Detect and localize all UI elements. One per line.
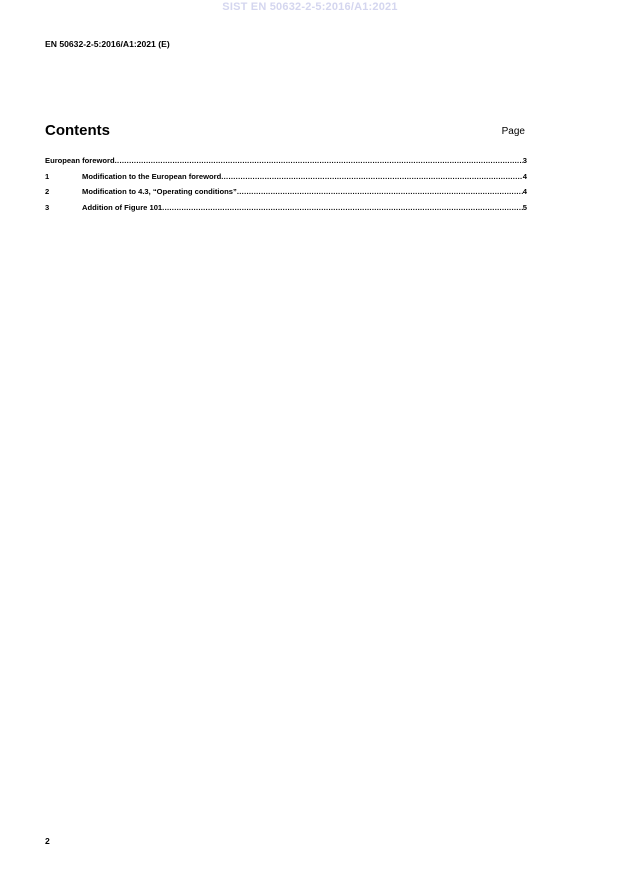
watermark: SIST EN 50632-2-5:2016/A1:2021 bbox=[222, 1, 398, 13]
toc-entry-text: Modification to the European foreword bbox=[82, 171, 222, 181]
toc-entry-3[interactable] bbox=[45, 203, 527, 219]
dot-leader bbox=[115, 156, 523, 165]
table-of-contents bbox=[45, 156, 527, 218]
dot-leader bbox=[221, 172, 523, 181]
contents-title: Contents bbox=[45, 122, 110, 139]
toc-entry-page: 3 bbox=[522, 156, 527, 165]
toc-entry-text: Modification to 4.3, “Operating conditions” bbox=[82, 187, 237, 196]
toc-entry-number: 3 bbox=[45, 202, 50, 212]
toc-entry-european-foreword[interactable] bbox=[45, 156, 527, 172]
toc-entry-page: 5 bbox=[522, 202, 527, 212]
toc-entry-number: 1 bbox=[45, 171, 50, 181]
page-column-label: Page bbox=[501, 126, 525, 137]
toc-entry-2[interactable] bbox=[45, 187, 527, 203]
toc-entry-page: 4 bbox=[522, 187, 527, 196]
toc-entry-1[interactable] bbox=[45, 172, 527, 188]
toc-entry-text: European foreword bbox=[45, 156, 115, 165]
toc-entry-page: 4 bbox=[522, 171, 527, 181]
document-id-header: EN 50632-2-5:2016/A1:2021 (E) bbox=[45, 39, 170, 49]
dot-leader bbox=[237, 187, 523, 196]
dot-leader bbox=[162, 203, 523, 212]
toc-entry-number: 2 bbox=[45, 187, 50, 196]
page-number: 2 bbox=[45, 836, 50, 846]
toc-entry-text: Addition of Figure 101 bbox=[82, 202, 163, 212]
toc-heading-row bbox=[45, 122, 525, 142]
